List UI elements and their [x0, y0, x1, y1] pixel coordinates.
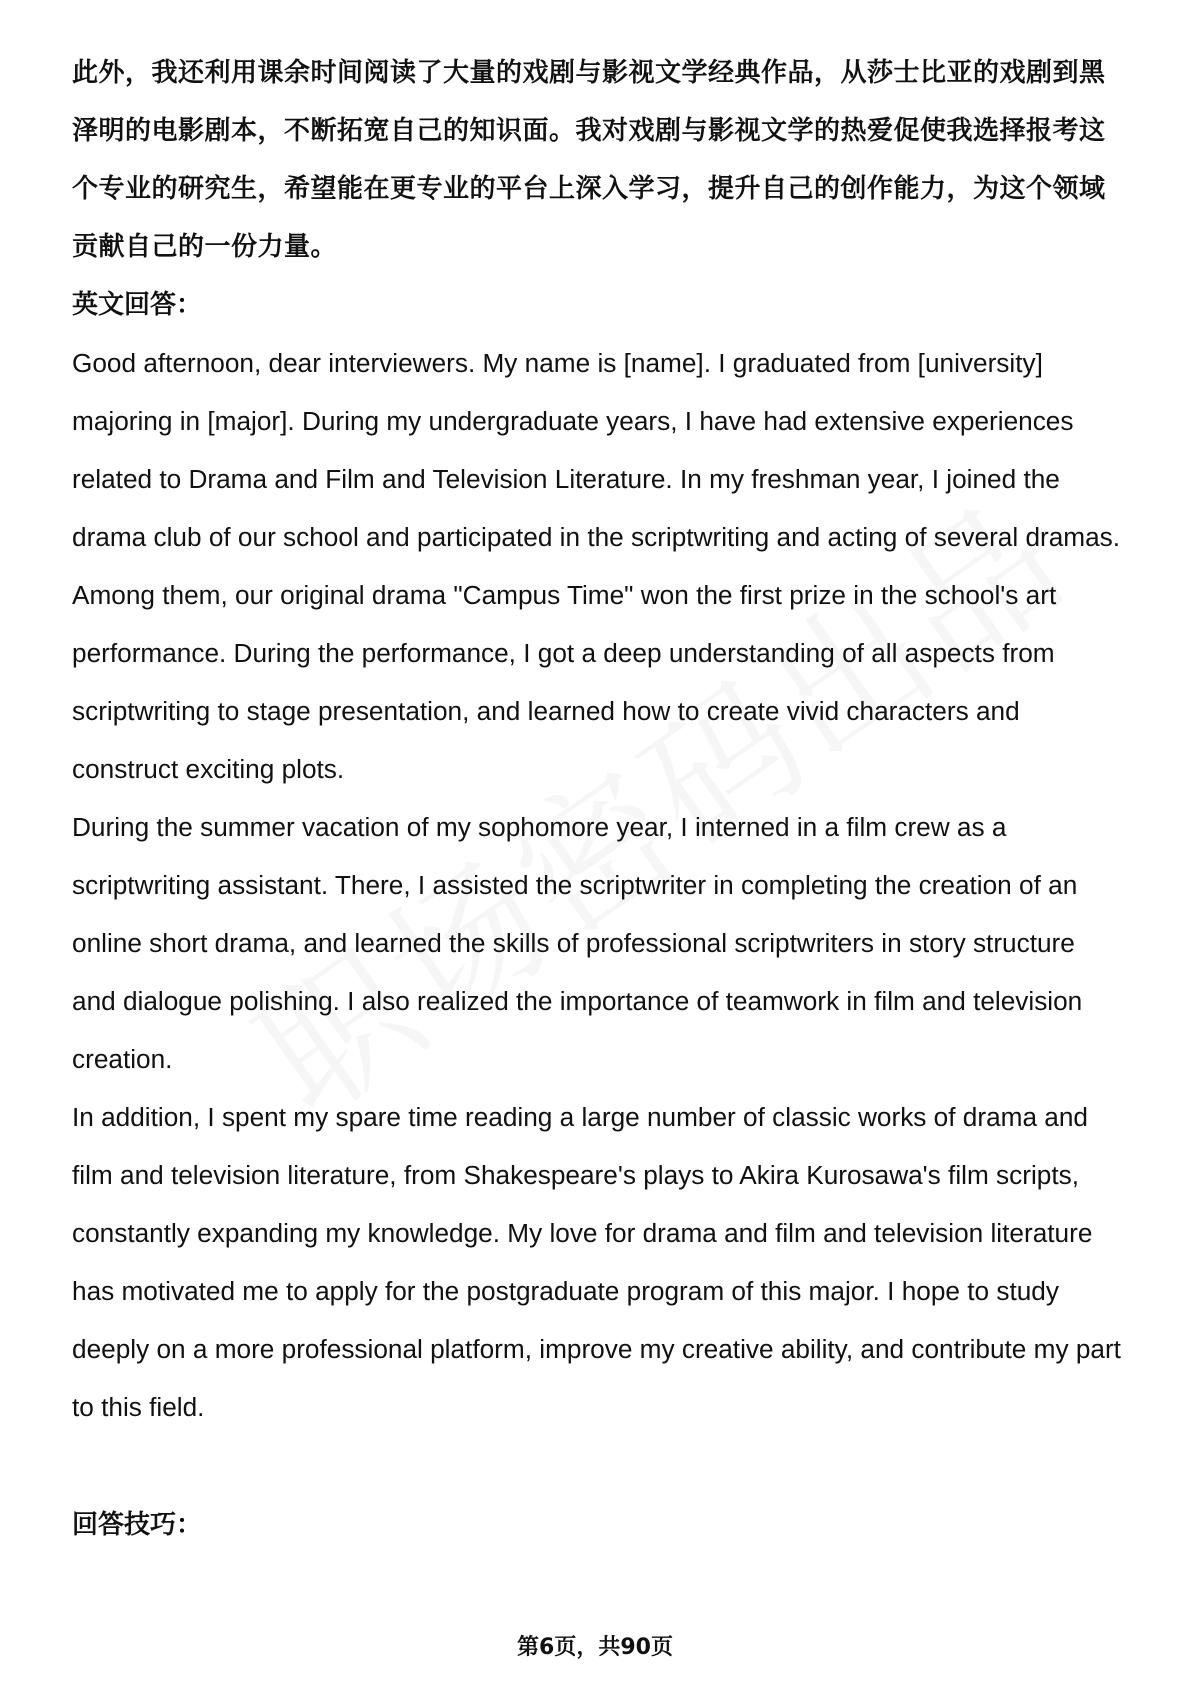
- document-body: [72, 44, 1122, 1554]
- en-paragraph-2: During the summer vacation of my sophomore year, I interned in a film crew as a scriptwriting assistant. There, I assisted the scriptwriter in completing the creation of an online short drama, and learned the skills of professional scriptwriters in story structure and dialogue polishing. I also realized the importance of teamwork in film and television creation.: [72, 812, 1083, 1074]
- english-answer-label: 英文回答：: [72, 290, 203, 320]
- en-paragraph-3: In addition, I spent my spare time reading a large number of classic works of drama and film and television literature, from Shakespeare's plays to Akira Kurosawa's film scripts, constantly expanding my knowledge. My love for drama and film and television literature has motivated me to apply for the postgraduate program of this major. I hope to study deeply on a more professional platform, improve my creative ability, and contribute my part to this field.: [72, 1102, 1121, 1422]
- answer-tips-label: 回答技巧：: [72, 1510, 203, 1540]
- section-spacer: [72, 1436, 1122, 1496]
- zh-paragraph: 此外，我还利用课余时间阅读了大量的戏剧与影视文学经典作品，从莎士比亚的戏剧到黑泽明的电影剧本，不断拓宽自己的知识面。我对戏剧与影视文学的热爱促使我选择报考这个专业的研究生，希望能在更专业的平台上深入学习，提升自己的创作能力，为这个领域贡献自己的一份力量。: [72, 58, 1106, 262]
- en-paragraph-1: Good afternoon, dear interviewers. My name is [name]. I graduated from [university] majoring in [major]. During my undergraduate years, I have had extensive experiences related to Drama and Film and Television Literature. In my freshman year, I joined the drama club of our school and participated in the scriptwriting and acting of several dramas. Among them, our original drama "Campus Time" won the first prize in the school's art performance. During the performance, I got a deep understanding of all aspects from scriptwriting to stage presentation, and learned how to create vivid characters and construct exciting plots.: [72, 348, 1121, 784]
- page-number: 第6页，共90页: [517, 1635, 673, 1660]
